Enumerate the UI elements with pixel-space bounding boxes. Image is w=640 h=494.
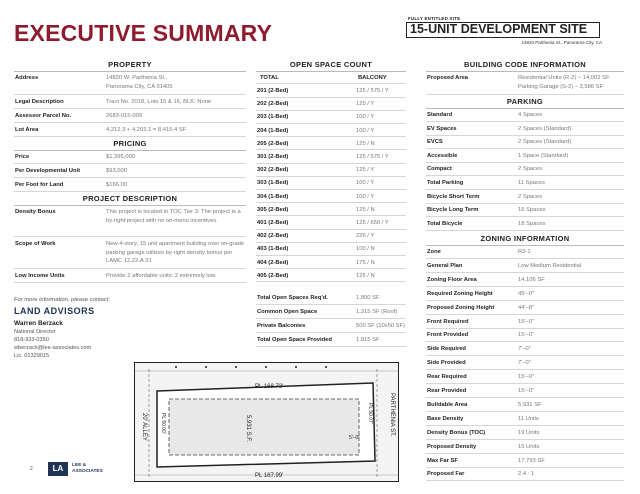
open-space-row-label: 402 (2-Bed) — [257, 233, 289, 240]
contact-email[interactable]: wberzack@lee-associates.com — [14, 345, 92, 351]
income-value: Provide 2 affordable units: 2 extremely low. — [106, 273, 217, 279]
zoning-row — [426, 275, 624, 287]
parking-row-label: EV Spaces — [427, 125, 457, 132]
open-space-row — [256, 165, 406, 177]
address-row — [14, 73, 246, 95]
open-space-heading: OPEN SPACE COUNT — [256, 60, 406, 72]
open-space-total-row — [256, 307, 406, 319]
parking-row-value: 18 Spaces — [518, 220, 546, 227]
parking-section — [426, 97, 624, 109]
zoning-heading: ZONING INFORMATION — [426, 234, 624, 246]
open-space-row-value: 125 / 575 / Y — [356, 154, 389, 160]
parking-row-value: 2 Spaces — [518, 193, 543, 200]
income-label: Low Income Units — [15, 273, 65, 279]
zoning-row-value: 7'–0" — [518, 346, 531, 353]
parking-row-label: Compact — [427, 166, 452, 173]
zoning-row-label: Front Provided — [427, 332, 469, 339]
open-space-header-row — [256, 73, 406, 84]
zoning-row-label: Proposed Density — [427, 443, 477, 450]
parking-row-value: 2 Spaces (Standard) — [518, 125, 572, 132]
apn-label: Assessor Parcel No. — [15, 113, 72, 119]
parking-heading: PARKING — [426, 97, 624, 109]
scope-value: New 4-story, 15 unit apartment building over on-grade parking garage utilizes by-right density bonus per LAMC 12.22.A.31 — [106, 241, 245, 264]
zoning-row — [426, 289, 624, 301]
address-label: Address — [15, 75, 39, 81]
col-balcony: BALCONY — [358, 75, 387, 81]
site-badge — [404, 16, 602, 48]
zoning-row-value: 44'–8" — [518, 304, 535, 311]
contact-license: Lic. 01329015 — [14, 353, 50, 359]
zoning-row-value: 17,793 SF — [518, 457, 545, 464]
open-space-row — [256, 192, 406, 204]
pricing-row — [14, 166, 246, 178]
open-space-row-label: 203 (1-Bed) — [257, 114, 289, 121]
open-space-row-label: 204 (1-Bed) — [257, 127, 289, 134]
open-space-row-value: 125 / Y — [356, 101, 375, 108]
zoning-row-value: 15'–0" — [518, 388, 535, 394]
building-code-section — [426, 60, 624, 72]
parking-row — [426, 178, 624, 190]
zoning-row-label: Required Zoning Height — [427, 290, 493, 297]
open-space-total-row — [256, 321, 406, 333]
open-space-row-label: 305 (2-Bed) — [257, 206, 289, 213]
contact-intro: For more information, please contact: — [14, 297, 111, 303]
open-space-row — [256, 152, 406, 164]
zoning-row — [426, 442, 624, 454]
open-space-row — [256, 112, 406, 124]
scope-row — [14, 239, 246, 269]
pl-left-label: PL 50.00' — [160, 413, 166, 434]
density-value: This project is located in TOC Tier 3. The project is a by-right project with no on-menu incentives. — [106, 209, 241, 224]
contact-phone[interactable]: 818-933-0350 — [14, 337, 49, 343]
open-space-row-value: 100 / Y — [356, 114, 375, 121]
open-space-row — [256, 99, 406, 111]
open-space-row-value: 100 / Y — [356, 180, 375, 187]
zoning-row — [426, 303, 624, 315]
zoning-row-value: R3-1 — [518, 249, 531, 255]
zoning-row-value: 19 Units — [518, 429, 540, 436]
zoning-row-label: Zone — [427, 249, 441, 255]
open-space-row — [256, 126, 406, 138]
pricing-row — [14, 152, 246, 164]
open-space-row-label: 304 (1-Bed) — [257, 193, 289, 200]
zoning-row — [426, 469, 624, 481]
zoning-row-value: 15'–0" — [518, 374, 535, 381]
area-label: 5,931 S.F. — [245, 415, 251, 443]
zoning-row-label: Side Provided — [427, 360, 466, 367]
address-line2: Panorama City, CA 91405 — [106, 84, 173, 90]
open-space-row-label: 405 (2-Bed) — [257, 272, 289, 279]
zoning-row-label: Buildable Area — [427, 401, 468, 408]
lot-label: Lot Area — [15, 127, 39, 133]
parking-row — [426, 124, 624, 136]
parking-row-label: Total Parking — [427, 180, 464, 186]
proposed-area-line2: Parking Garage (S-2) – 3,586 SF — [518, 84, 604, 90]
building-code-heading: BUILDING CODE INFORMATION — [426, 60, 624, 72]
open-space-total-row-label: Common Open Space — [257, 309, 318, 315]
pricing-value: $166.00 — [106, 182, 127, 188]
zoning-row — [426, 372, 624, 384]
open-space-row — [256, 258, 406, 270]
density-row — [14, 207, 246, 237]
zoning-row-label: Front Required — [427, 318, 469, 325]
open-space-row-label: 303 (1-Bed) — [257, 180, 289, 187]
zoning-row-label: Proposed Far — [427, 471, 465, 478]
pricing-label: Per Developmental Unit — [15, 168, 81, 174]
zoning-row — [426, 386, 624, 398]
zoning-row-label: Density Bonus (TOC) — [427, 429, 486, 436]
open-space-row-value: 100 / N — [356, 246, 375, 253]
parking-row-value: 2 Spaces — [518, 166, 543, 173]
open-space-row-value: 125 / N — [356, 272, 375, 279]
apn-value: 2683-015-009 — [106, 113, 143, 119]
parking-row — [426, 164, 624, 176]
col-total: TOTAL — [260, 75, 279, 81]
open-space-total-row-value: 1,315 SF (Roof) — [356, 309, 398, 315]
zoning-row-value: 14,106 SF — [518, 276, 545, 283]
page-title: EXECUTIVE SUMMARY — [14, 20, 273, 46]
zoning-row-label: Rear Required — [427, 374, 467, 381]
income-row — [14, 271, 246, 283]
zoning-row — [426, 428, 624, 440]
pl-right-label: PL 50.07' — [367, 403, 373, 424]
open-space-row-label: 401 (2-Bed) — [257, 220, 289, 226]
pricing-label: Per Foot for Land — [15, 182, 64, 188]
open-space-row-value: 125 / Y — [356, 167, 375, 174]
parking-row-value: 1 Space (Standard) — [518, 152, 569, 159]
zoning-row-value: Low Medium Residential — [518, 262, 582, 269]
logo-text-line2: ASSOCIATES — [72, 469, 103, 474]
open-space-row-value: 100 / Y — [356, 127, 375, 134]
parking-row — [426, 205, 624, 217]
zoning-row-value: 45'–0" — [518, 290, 535, 297]
zoning-row — [426, 400, 624, 412]
property-section — [14, 60, 246, 72]
pricing-value: $1,395,000 — [106, 154, 136, 160]
open-space-total-row-value: 1,800 SF — [356, 295, 380, 301]
parking-row-value: 4 Spaces — [518, 112, 543, 118]
legal-value: Tract No. 2018, Lots 15 & 16, BLK: None — [106, 99, 212, 105]
apn-row — [14, 111, 246, 123]
open-space-row-label: 201 (2-Bed) — [257, 88, 289, 94]
open-space-row-value: 226 / Y — [356, 233, 375, 240]
pricing-value: $93,000 — [106, 168, 127, 174]
zoning-section — [426, 234, 624, 246]
zoning-row-value: 15'–0" — [518, 318, 535, 325]
contact-company: LAND ADVISORS — [14, 306, 95, 316]
logo-text — [72, 463, 103, 475]
parking-row — [426, 151, 624, 163]
legal-label: Legal Description — [15, 99, 64, 105]
open-space-row — [256, 205, 406, 217]
open-space-total-row-value: 1,815 SF — [356, 337, 380, 343]
zoning-row-label: Proposed Zoning Height — [427, 304, 495, 311]
street-label: PARTHENIA ST. — [389, 393, 395, 437]
project-heading: PROJECT DESCRIPTION — [14, 194, 246, 206]
open-space-row-label: 302 (2-Bed) — [257, 167, 289, 174]
zoning-row-value: 15 Units — [518, 443, 540, 450]
density-label: Density Bonus — [15, 209, 56, 215]
zoning-row — [426, 358, 624, 370]
zoning-row-label: Side Required — [427, 346, 466, 353]
parking-row-label: EVCS — [427, 139, 443, 146]
open-space-row — [256, 218, 406, 230]
setback-label: 5'–0" — [349, 435, 361, 441]
zoning-row-value: 15'–0" — [518, 332, 535, 339]
pl-bottom-label: PL 167.99' — [255, 473, 284, 479]
lot-value: 4,212.3 + 4,203.1 = 8,415.4 SF — [106, 127, 187, 133]
legal-row — [14, 97, 246, 109]
pricing-label: Price — [15, 154, 30, 160]
zoning-row — [426, 456, 624, 468]
open-space-total-row-label: Total Open Space Provided — [257, 337, 332, 343]
open-space-row-value: 125 / N — [356, 140, 375, 147]
open-space-section — [256, 60, 406, 72]
parking-row — [426, 137, 624, 149]
zoning-row — [426, 261, 624, 273]
zoning-row — [426, 330, 624, 342]
parking-row-label: Bicycle Long Term — [427, 207, 479, 214]
open-space-row — [256, 244, 406, 256]
pl-top-label: PL 168.73' — [255, 384, 284, 390]
open-space-row-value: 125 / 575 / Y — [356, 88, 389, 94]
open-space-row — [256, 271, 406, 283]
alley-label: 20' ALLEY — [141, 413, 147, 441]
parking-row-value: 2 Spaces (Standard) — [518, 139, 572, 146]
pricing-row — [14, 180, 246, 192]
zoning-row — [426, 344, 624, 356]
open-space-row-label: 205 (2-Bed) — [257, 140, 289, 147]
logo-text-line1: LEE & — [72, 463, 87, 468]
badge-address: 14820 Parthenia St., Panorama City, CA — [521, 40, 602, 45]
parking-row — [426, 219, 624, 231]
parking-row-value: 11 Spaces — [518, 180, 545, 186]
project-section — [14, 194, 246, 206]
zoning-row-label: Base Density — [427, 415, 464, 422]
page-number: 2 — [30, 466, 33, 472]
open-space-row — [256, 139, 406, 151]
parking-row-value: 16 Spaces — [518, 207, 546, 214]
badge-label: FULLY ENTITLED SITE — [408, 16, 461, 21]
zoning-row-label: General Plan — [427, 262, 463, 269]
zoning-row-label: Rear Provided — [427, 388, 467, 394]
open-space-row-value: 100 / Y — [356, 193, 375, 200]
proposed-area-row — [426, 73, 624, 95]
open-space-row-value: 125 / 650 / Y — [356, 220, 389, 226]
lot-row — [14, 125, 246, 137]
open-space-row — [256, 231, 406, 243]
open-space-total-row-label: Total Open Spaces Req'd. — [257, 295, 328, 301]
open-space-row-value: 175 / N — [356, 259, 375, 266]
open-space-row — [256, 86, 406, 98]
zoning-row-label: Zoning Floor Area — [427, 276, 477, 283]
parking-row-label: Bicycle Short Term — [427, 193, 480, 200]
zoning-row-value: 7'–0" — [518, 360, 531, 367]
open-space-row-label: 202 (2-Bed) — [257, 101, 289, 108]
open-space-row — [256, 178, 406, 190]
contact-role: National Director — [14, 329, 56, 335]
open-space-total-row — [256, 335, 406, 347]
proposed-area-label: Proposed Area — [427, 75, 469, 81]
open-space-row-label: 301 (2-Bed) — [257, 154, 289, 160]
open-space-row-value: 125 / N — [356, 206, 375, 213]
site-plan-map — [134, 362, 399, 482]
open-space-total-row-value: 500 SF (10x50 SF) — [356, 323, 405, 329]
zoning-row-value: 5,931 SF — [518, 401, 542, 408]
zoning-row — [426, 414, 624, 426]
scope-label: Scope of Work — [15, 241, 56, 247]
parking-row — [426, 192, 624, 204]
proposed-area-line1: Residential Units (R-2) – 14,002 SF — [518, 75, 610, 81]
open-space-row-label: 404 (2-Bed) — [257, 259, 289, 266]
pricing-heading: PRICING — [14, 139, 246, 151]
parking-row-label: Total Bicycle — [427, 220, 463, 227]
badge-title: 15-UNIT DEVELOPMENT SITE — [406, 22, 600, 38]
lee-associates-logo: LA — [48, 462, 68, 476]
contact-name: Warren Berzack — [14, 320, 63, 327]
property-heading: PROPERTY — [14, 60, 246, 72]
open-space-total-row-label: Private Balconies — [257, 323, 306, 329]
zoning-row — [426, 247, 624, 259]
zoning-row-value: 2.4 : 1 — [518, 471, 535, 478]
open-space-row-label: 403 (1-Bed) — [257, 246, 289, 253]
parking-row-label: Accessible — [427, 152, 458, 159]
zoning-row-value: 11 Units — [518, 415, 539, 422]
pricing-section — [14, 139, 246, 151]
site-plan-drawing — [135, 363, 399, 482]
zoning-row-label: Max Far SF — [427, 457, 458, 464]
open-space-total-row — [256, 293, 406, 305]
address-line1: 14820 W. Parthenia St., — [106, 75, 168, 81]
parking-row — [426, 110, 624, 122]
zoning-row — [426, 317, 624, 329]
parking-row-label: Standard — [427, 112, 453, 118]
